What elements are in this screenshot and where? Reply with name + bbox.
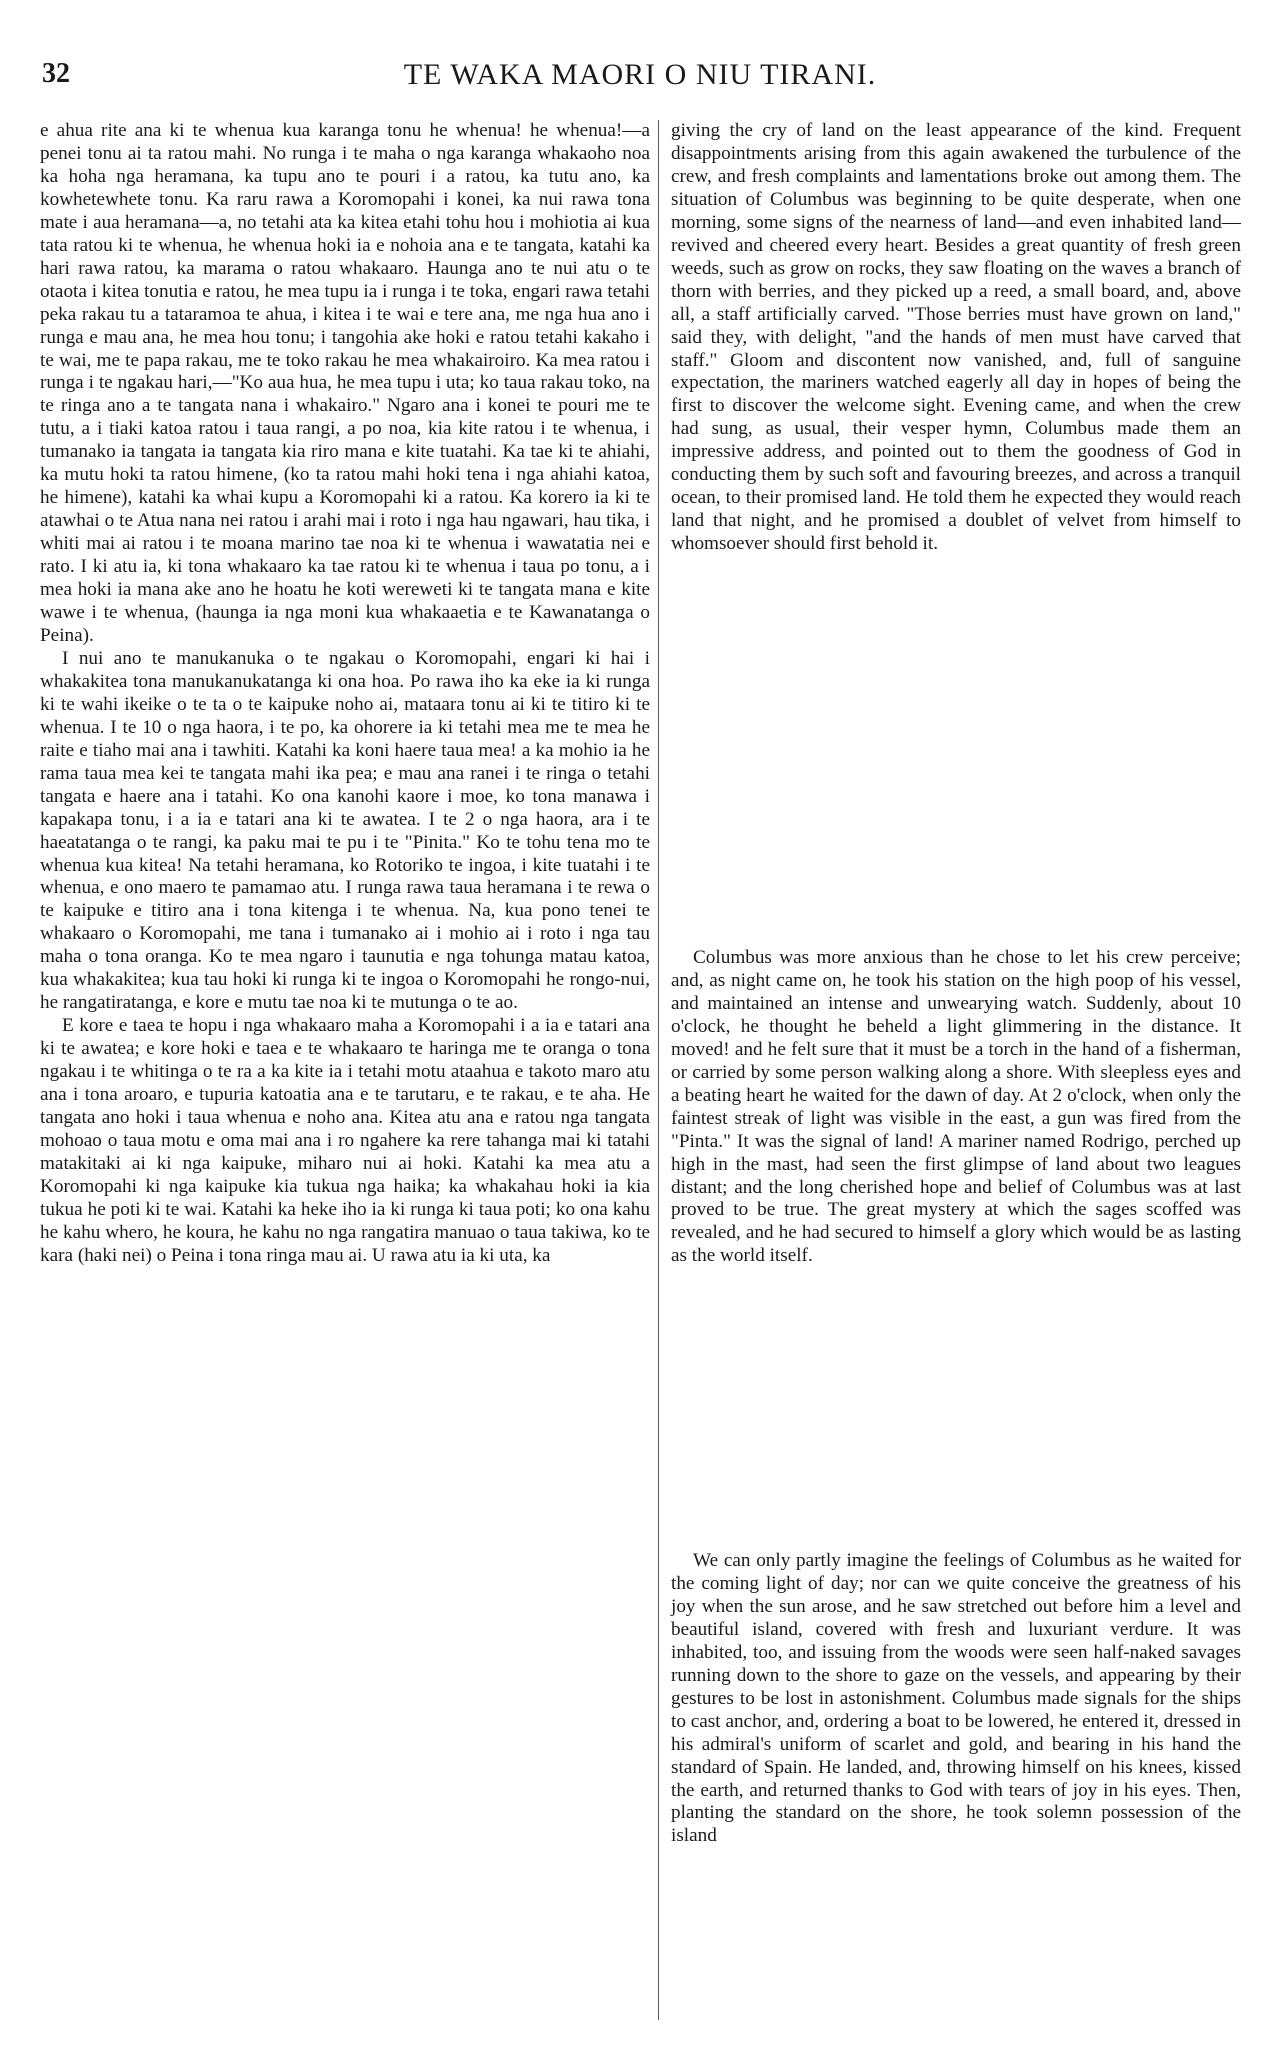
maori-column <box>40 120 650 1268</box>
maori-paragraph-2: I nui ano te manukanuka o te ngakau o Koromopahi, engari ki hai i whakakitea tona manukanukatanga ki ona hoa. Po rawa iho ka eke ia ki runga ki te wahi ikeike o te ta o te kaipuke noho ai, mataara tonu ai ki te titiro ki te whenua. I te 10 o nga haora, i te po, ka ohorere ia ki tetahi mea me te mea he raite e tiaho mai ana i tawhiti. Katahi ka koni haere taua mea! a ka mohio ia he rama taua mea kei te tangata mahi ika pea; e mau ana ranei i te ringa o tetahi tangata e haere ana i tatahi. Ko ona kanohi kaore i moe, ko tona manawa i kapakapa tonu, i a ia e tatari ana ki te awatea. I te 2 o nga haora, ara i te haeatatanga o te rangi, ka paku mai te pu i te "Pinita." Ko te tohu tena mo te whenua kua kitea! Na tetahi heramana, ko Rotoriko te ingoa, i kite tuatahi i te whenua, e ono maero te pamamao atu. I runga rawa taua heramana i te rewa o te kaipuke e titiro ana i tona kitenga i te whenua. Na, kua pono tenei te whakaaro o Koromopahi, me tana i tumanako ai i mohio ai i roto i nga tau maha o tona oranga. Ko te mea ngaro i taunutia e nga tohunga matau katoa, kua whakakitea; kua tau hoki ki runga ki te ingoa o Koromopahi he rongo-nui, he rangatiratanga, e kore e mutu tae noa ki te mutunga o te ao. <box>40 647 650 1014</box>
page-number: 32 <box>42 58 70 89</box>
english-column-block-2 <box>671 947 1241 1268</box>
maori-paragraph-1: e ahua rite ana ki te whenua kua karanga tonu he whenua! he whenua!—a penei tonu ai ta ratou mahi. No runga i te maha o nga karanga whakaoho noa ka hoha nga heramana, ka tupu ano te pouri i a ratou, ka tutu ano, ka kowhetewhete tonu. Ka raru rawa a Koromopahi i konei, ka nui rawa tona mate i aua heramana—a, no tetahi ata ka kitea etahi tohu hou i mohiotia ai kua tata ratou ki te whenua, he whenua hoki ia e nohoia ana e te tangata, katahi ka hari rawa ratou, ka marama o ratou whakaaro. Haunga ano te nui atu o te otaota i kitea tonutia e ratou, he mea tupu ia i runga i te toka, engari rawa tetahi peka rakau tu a tataramoa te ahua, i kitea i te wai e tere ana, me nga hua ano i runga e mau ana, he mea hou tonu; i tangohia ake hoki e ratou tetahi kakaho i te wai, me te papa rakau, me te toko rakau he mea whakairoiro. Ka mea ratou i runga i te ngakau hari,—"Ko aua hua, he mea tupu i uta; ko taua rakau toko, na te ringa ano a te tangata nana i whakairo." Ngaro ana i konei te pouri me te tutu, a i tiaki katoa ratou i taua rangi, a po noa, kia kite ratou i te whenua, i tumanako ia tangata ia tangata kia riro mana e kite tuatahi. Ka tae ki te ahiahi, ka mutu hoki ta ratou himene, (ko ta ratou mahi hoki tena i nga ahiahi katoa, he himene), katahi ka whai kupu a Koromopahi ki a ratou. Ka korero ia ki te atawhai o te Atua nana nei ratou i arahi mai i roto i nga hau ngawari, hau tika, i whiti mai ai ratou i te moana marino tae noa ki te whenua i wawatatia nei e rato. I ki atu ia, ki tona whakaaro ka tae ratou ki te whenua i taua po tonu, a i mea hoki ia mana ake ano he hoatu he koti wereweti ki te tangata mana e kite wawe i te whenua, (haunga ia nga moni kua whakaaetia e te Kawanatanga o Peina). <box>40 120 650 646</box>
english-paragraph-2: Columbus was more anxious than he chose to let his crew perceive; and, as night came on, he took his station on the high poop of his vessel, and maintained an intense and unwearying watch. Suddenly, about 10 o'clock, he thought he beheld a light glimmering in the distance. It moved! and he felt sure that it must be a torch in the hand of a fisherman, or carried by some person walking along a shore. With sleepless eyes and a beating heart he waited for the dawn of day. At 2 o'clock, when only the faintest streak of light was visible in the east, a gun was fired from the "Pinta." It was the signal of land! A mariner named Rodrigo, perched up high in the mast, had seen the first glimpse of land about two leagues distant; and the long cherished hope and belief of Columbus was at last proved to be true. The great mystery at which the sages scoffed was revealed, and he had secured to himself a glory which would be as lasting as the world itself. <box>671 947 1241 1267</box>
column-rule <box>658 120 659 2020</box>
english-paragraph-3: We can only partly imagine the feelings of Columbus as he waited for the coming light of day; nor can we quite conceive the greatness of his joy when the sun arose, and he saw stretched out before him a level and beautiful island, covered with fresh and luxuriant verdure. It was inhabited, too, and issuing from the woods were seen half-naked savages running down to the shore to gaze on the vessels, and appearing by their gestures to be lost in astonishment. Columbus made signals for the ships to cast anchor, and, ordering a boat to be lowered, he entered it, dressed in his admiral's uniform of scarlet and gold, and bearing in his hand the standard of Spain. He landed, and, throwing himself on his knees, kissed the earth, and returned thanks to God with tears of joy in his eyes. Then, planting the standard on the shore, he took solemn possession of the island <box>671 1550 1241 1847</box>
english-paragraph-1: giving the cry of land on the least appearance of the kind. Frequent disappointments arising from this again awakened the turbulence of the crew, and fresh complaints and lamentations broke out among them. The situation of Columbus was beginning to be quite desperate, when one morning, some signs of the nearness of land—and even inhabited land—revived and cheered every heart. Besides a great quantity of fresh green weeds, such as grow on rocks, they saw floating on the waves a branch of thorn with berries, and they picked up a reed, a small board, and, above all, a staff artificially carved. "Those berries must have grown on land," said they, with delight, "and the hands of men must have carved that staff." Gloom and discontent now vanished, and, full of sanguine expectation, the mariners watched eagerly all day in hopes of being the first to discover the welcome sight. Evening came, and when the crew had sung, as usual, their vesper hymn, Columbus made them an impressive address, and pointed out to them the goodness of God in conducting them by such soft and favouring breezes, and across a tranquil ocean, to their promised land. He told them he expected they would reach land that night, and he promised a doublet of velvet from himself to whomsoever should first behold it. <box>671 120 1241 555</box>
maori-paragraph-3: E kore e taea te hopu i nga whakaaro maha a Koromopahi i a ia e tatari ana ki te awatea; e kore hoki e taea e te whakaaro te haringa me te oranga o tona ngakau i te whitinga o te ra a ka kite ia i tetahi motu ataahua e takoto maro atu ana i tona aroaro, e tupuria katoatia ana e te tarutaru, e te rakau, e te aha. He tangata ano hoki i taua whenua e noho ana. Kitea atu ana e ratou nga tangata mohoao o taua motu e oma mai ana i ro ngahere ka rere tahanga mai ki tatahi matakitaki ai ki nga kaipuke, miharo nui ai hoki. Katahi ka mea atu a Koromopahi ki nga kaipuke kia tukua nga haika; ka whakahau hoki ia kia tukua he poti ki te wai. Katahi ka heke iho ia ki runga ki taua poti; ko ona kahu he kahu whero, he koura, he kahu no nga rangatira manuao o taua takiwa, ko te kara (haki nei) o Peina i tona ringa mau ai. U rawa atu ia ki uta, ka <box>40 1015 650 1266</box>
page-title: TE WAKA MAORI O NIU TIRANI. <box>403 58 877 91</box>
english-column-block-3 <box>671 1550 1241 1848</box>
english-column-block-1 <box>671 120 1241 556</box>
